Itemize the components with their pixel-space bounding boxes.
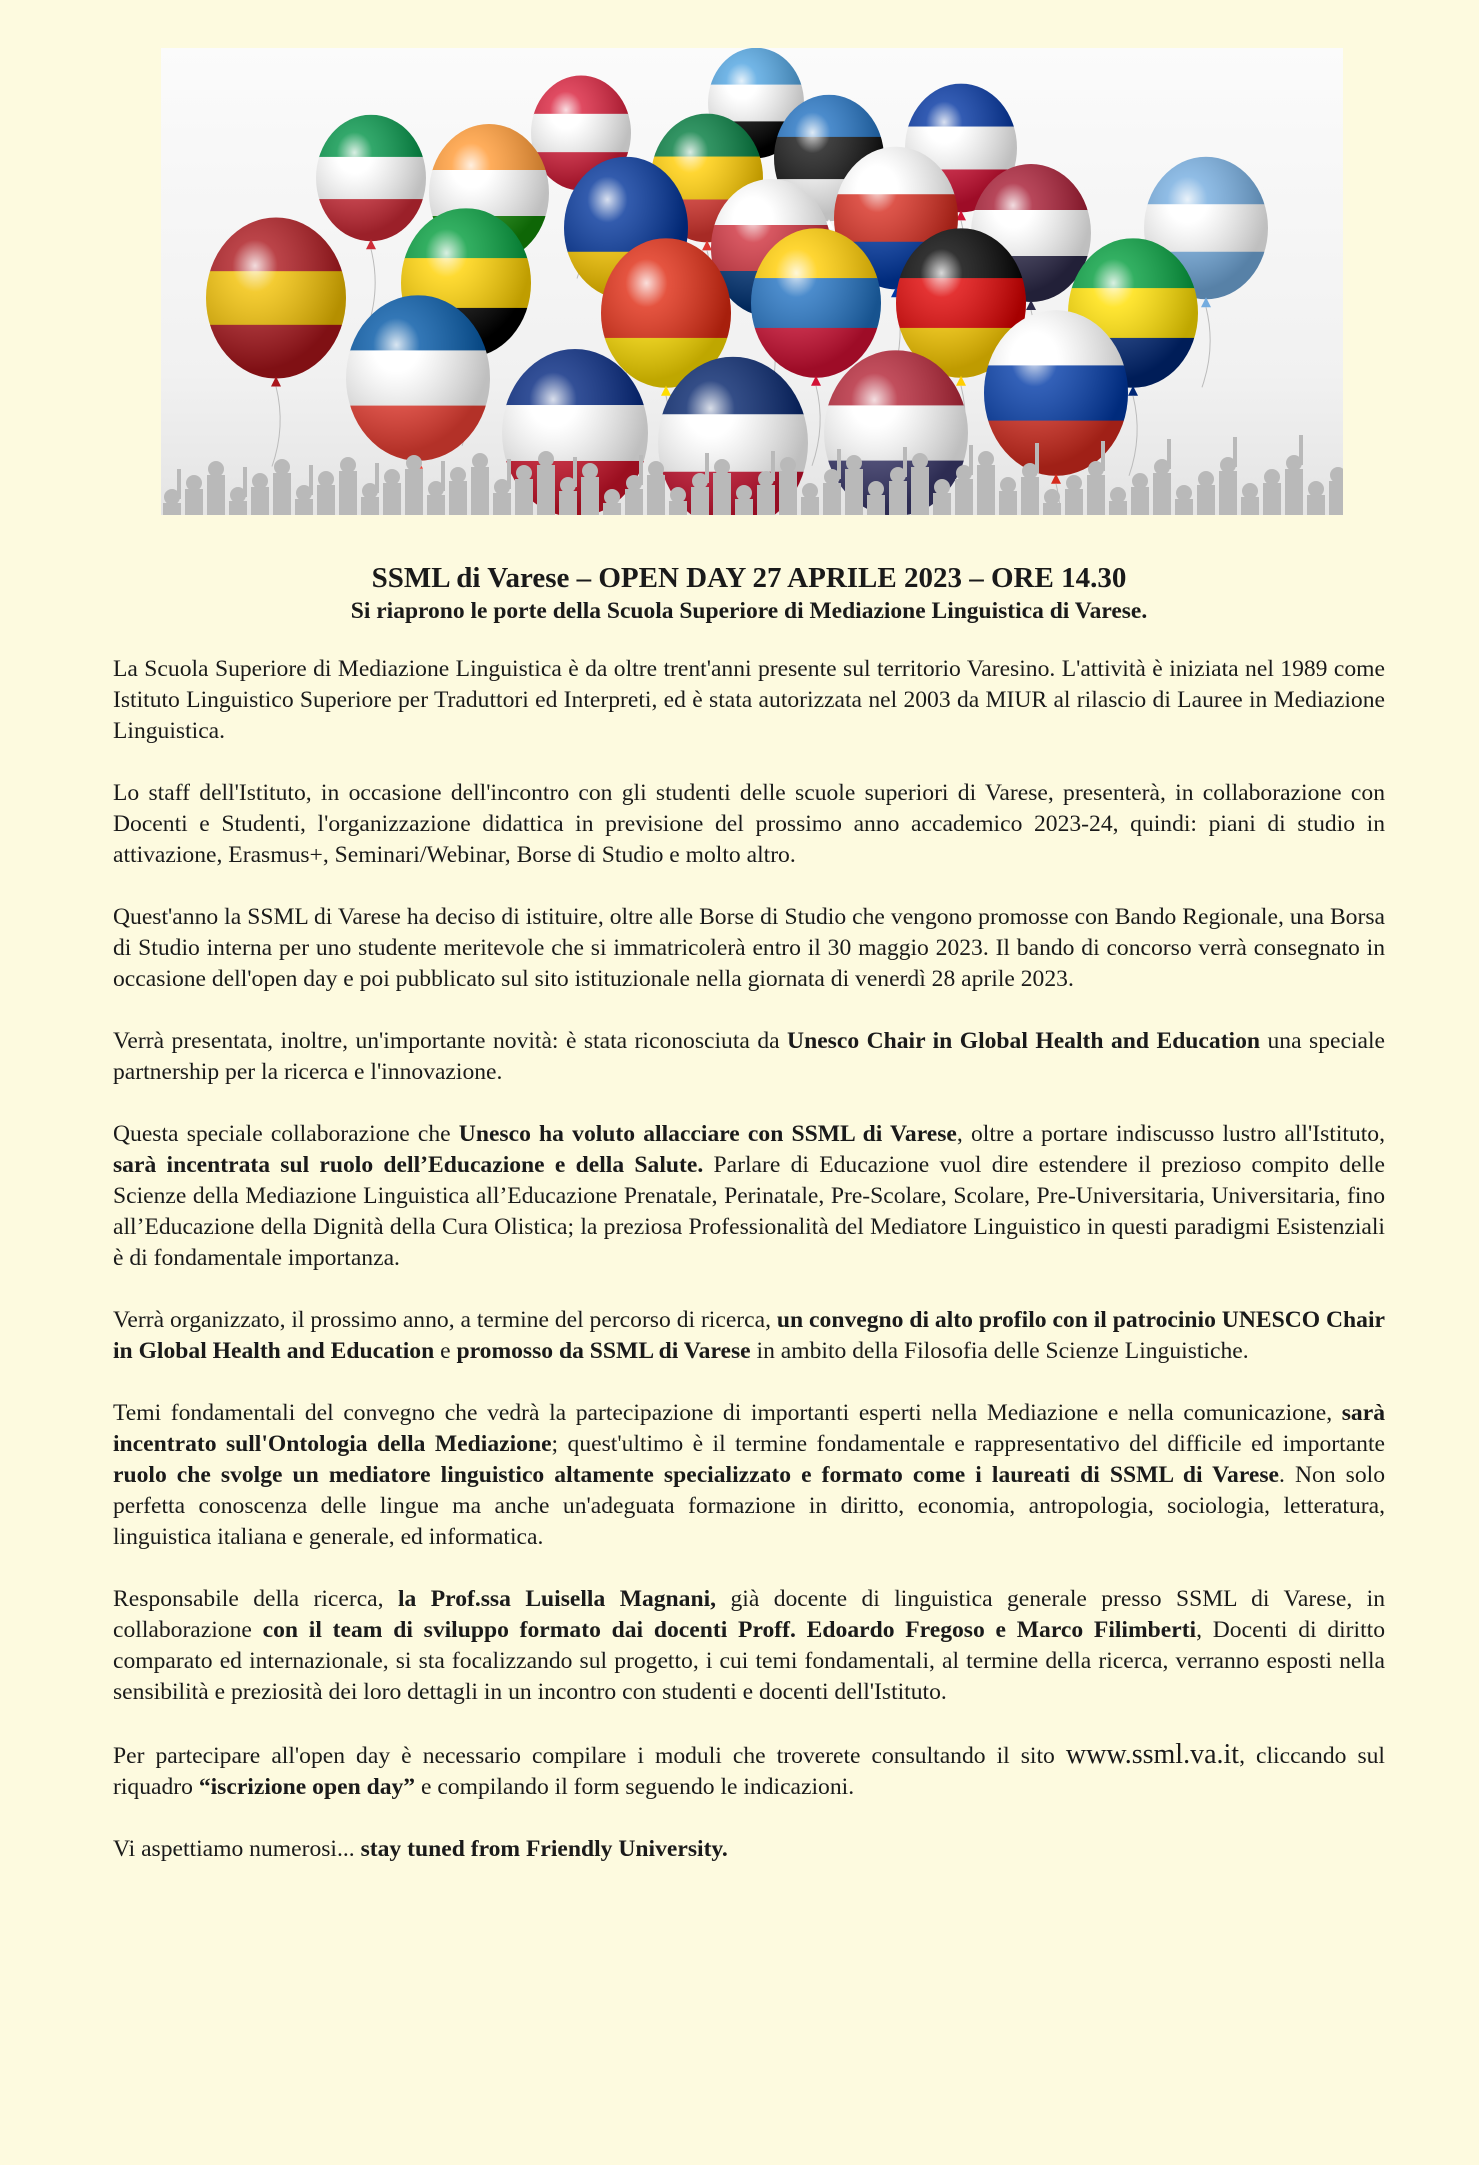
paragraph-7: [113, 1398, 1385, 1553]
text-run: Lo staff dell'Istituto, in occasione dell'incontro con gli studenti delle scuole superiori di Varese, presenterà, in collaborazione con Docenti e Studenti, l'organizzazione didattica in previsione del prossimo anno accademico 2023-24, quindi: piani di studio in attivazione, Erasmus+, Seminari/Webinar, Borse di Studio e molto altro.: [113, 780, 1385, 868]
text-run: ; quest'ultimo è il termine fondamentale e rappresentativo del difficile ed importante: [551, 1431, 1385, 1457]
paragraph-6: [113, 1305, 1385, 1367]
page-subtitle: Si riaprono le porte della Scuola Superiore di Mediazione Linguistica di Varese.: [350, 598, 1148, 624]
text-run: , Docenti di diritto comparato ed internazionale, si sta focalizzando sul progetto, i cui temi fondamentali, al termine della ricerca, verranno esposti nella sensibilità e preziosità dei loro dettagli in un incontro con studenti e docenti dell'Istituto.: [113, 1617, 1385, 1705]
flag-balloons-banner: [161, 48, 1343, 515]
bold-text: con il team di sviluppo formato dai docenti Proff. Edoardo Fregoso e Marco Filimberti: [262, 1617, 1197, 1643]
text-run: Temi fondamentali del convegno che vedrà la partecipazione di importanti esperti nella Mediazione e nella comunicazione,: [113, 1400, 1342, 1426]
bold-text: un convegno di alto profilo con il patrocinio UNESCO Chair in Global Health and Education: [113, 1307, 1385, 1364]
paragraph-8: [113, 1584, 1385, 1708]
text-run: Per partecipare all'open day è necessario compilare i moduli che troverete consultando il sito: [113, 1743, 1066, 1769]
flag-balloon: [206, 218, 346, 467]
text-run: Quest'anno la SSML di Varese ha deciso di istituire, oltre alle Borse di Studio che vengono promosse con Bando Regionale, una Borsa di Studio interna per uno studente meritevole che si immatricolerà entro il 30 maggio 2023. Il bando di concorso verrà consegnato in occasione dell'open day e poi pubblicato sul sito istituzionale nella giornata di venerdì 28 aprile 2023.: [113, 904, 1385, 992]
text-run: e: [434, 1338, 457, 1364]
website-link-text: www.ssml.va.it: [1065, 1739, 1240, 1770]
text-run: , cliccando sul riquadro: [113, 1743, 1385, 1800]
bold-text: la Prof.ssa Luisella Magnani,: [397, 1586, 717, 1612]
text-run: Verrà organizzato, il prossimo anno, a termine del percorso di ricerca,: [113, 1307, 777, 1333]
text-run: La Scuola Superiore di Mediazione Linguistica è da oltre trent'anni presente sul territorio Varesino. L'attività è iniziata nel 1989 come Istituto Linguistico Superiore per Traduttori ed Interpreti, ed è stata autorizzata nel 2003 da MIUR al rilascio di Lauree in Mediazione Linguistica.: [113, 656, 1385, 744]
paragraph-4: [113, 1026, 1385, 1088]
paragraph-10: [113, 1834, 1385, 1865]
bold-text: stay tuned from Friendly University.: [360, 1836, 728, 1862]
page-title: SSML di Varese – OPEN DAY 27 APRILE 2023 – ORE 14.30: [371, 562, 1127, 594]
text-run: già docente di linguistica generale presso SSML di Varese, in collaborazione: [113, 1586, 1385, 1643]
paragraph-2: [113, 778, 1385, 871]
body-text: [113, 654, 1385, 1865]
text-run: Verrà presentata, inoltre, un'importante novità: è stata riconosciuta da: [113, 1028, 788, 1054]
balloons-illustration: [161, 48, 1343, 515]
text-run: una speciale partnership per la ricerca e l'innovazione.: [113, 1028, 1385, 1085]
text-run: e compilando il form seguendo le indicazioni.: [415, 1774, 855, 1800]
text-run: , oltre a portare indiscusso lustro all'Istituto,: [956, 1121, 1385, 1147]
bold-text: “iscrizione open day”: [198, 1774, 416, 1800]
text-run: Questa speciale collaborazione che: [113, 1121, 459, 1147]
bold-text: Unesco Chair in Global Health and Education: [787, 1028, 1261, 1054]
text-run: in ambito della Filosofia delle Scienze Linguistiche.: [750, 1338, 1249, 1364]
paragraph-9: [113, 1739, 1385, 1803]
text-run: Vi aspettiamo numerosi...: [113, 1836, 361, 1862]
paragraph-1: [113, 654, 1385, 747]
text-run: Parlare di Educazione vuol dire estendere il prezioso compito delle Scienze della Mediazione Linguistica all’Educazione Prenatale, Perinatale, Pre-Scolare, Scolare, Pre-Universitaria, Universitaria, fino all’Educazione della Dignità della Cura Olistica; la preziosa Professionalità del Mediatore Linguistico in questi paradigmi Esistenziali è di fondamentale importanza.: [113, 1152, 1386, 1271]
text-run: Responsabile della ricerca,: [113, 1586, 398, 1612]
bold-text: ruolo che svolge un mediatore linguistico altamente specializzato e formato come i laureati di SSML di Varese: [113, 1462, 1280, 1488]
bold-text: promosso da SSML di Varese: [456, 1338, 751, 1364]
bold-text: sarà incentrato sull'Ontologia della Mediazione: [113, 1400, 1385, 1457]
paragraph-3: [113, 902, 1385, 995]
text-run: . Non solo perfetta conoscenza delle lingue ma anche un'adeguata formazione in diritto, economia, antropologia, sociologia, letteratura, linguistica italiana e generale, ed informatica.: [113, 1462, 1385, 1550]
bold-text: Unesco ha voluto allacciare con SSML di Varese: [458, 1121, 957, 1147]
bold-text: sarà incentrata sul ruolo dell’Educazione e della Salute.: [113, 1152, 704, 1178]
flyer-content: [113, 560, 1385, 1896]
paragraph-5: [113, 1119, 1385, 1274]
